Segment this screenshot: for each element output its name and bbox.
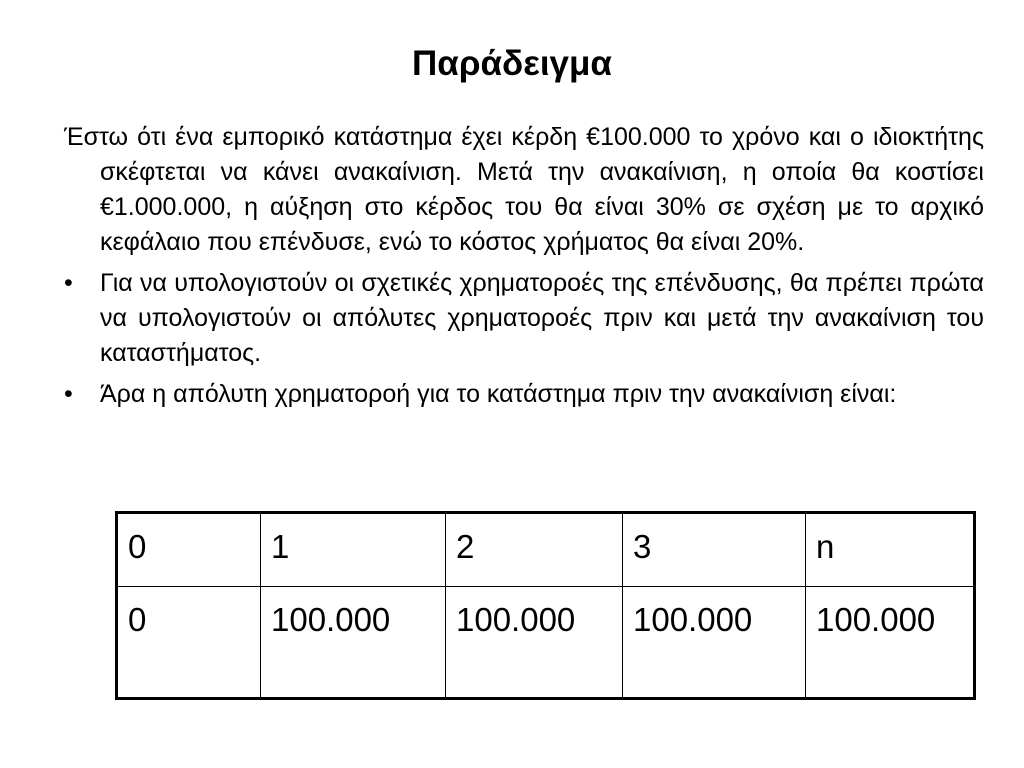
table-cell: 0	[117, 587, 261, 699]
bullet-marker: •	[64, 380, 73, 408]
table-row-periods	[117, 513, 975, 587]
slide-body	[64, 120, 984, 418]
table-cell: n	[806, 513, 975, 587]
bullet-marker: •	[64, 269, 73, 297]
table-cell: 100.000	[806, 587, 975, 699]
table-cell: 100.000	[446, 587, 623, 699]
slide-title: Παράδειγμα	[412, 44, 612, 83]
table-row-cash-flows	[117, 587, 975, 699]
table-cell: 100.000	[261, 587, 446, 699]
bullet-text: Άρα η απόλυτη χρηματοροή για το κατάστημα πριν την ανακαίνιση είναι:	[100, 380, 897, 408]
paragraph-intro	[64, 120, 984, 260]
bullet-item	[64, 377, 984, 412]
table-cell: 0	[117, 513, 261, 587]
table-cell: 2	[446, 513, 623, 587]
bullet-text: Για να υπολογιστούν οι σχετικές χρηματοροές της επένδυσης, θα πρέπει πρώτα να υπολογιστούν οι απόλυτες χρηματοροές πριν και μετά την ανακαίνιση του καταστήματος.	[100, 269, 984, 367]
paragraph-text: Έστω ότι ένα εμπορικό κατάστημα έχει κέρδη €100.000 το χρόνο και ο ιδιοκτήτης σκέφτεται να κάνει ανακαίνιση. Μετά την ανακαίνιση, η οποία θα κοστίσει €1.000.000, η αύξηση στο κέρδος του θα είναι 30% σε σχέση με το αρχικό κεφάλαιο που επένδυσε, ενώ το κόστος χρήματος θα είναι 20%.	[64, 123, 984, 256]
table-cell: 100.000	[623, 587, 806, 699]
table-cell: 3	[623, 513, 806, 587]
table-cell: 1	[261, 513, 446, 587]
cash-flow-table	[115, 511, 976, 700]
bullet-item	[64, 266, 984, 371]
